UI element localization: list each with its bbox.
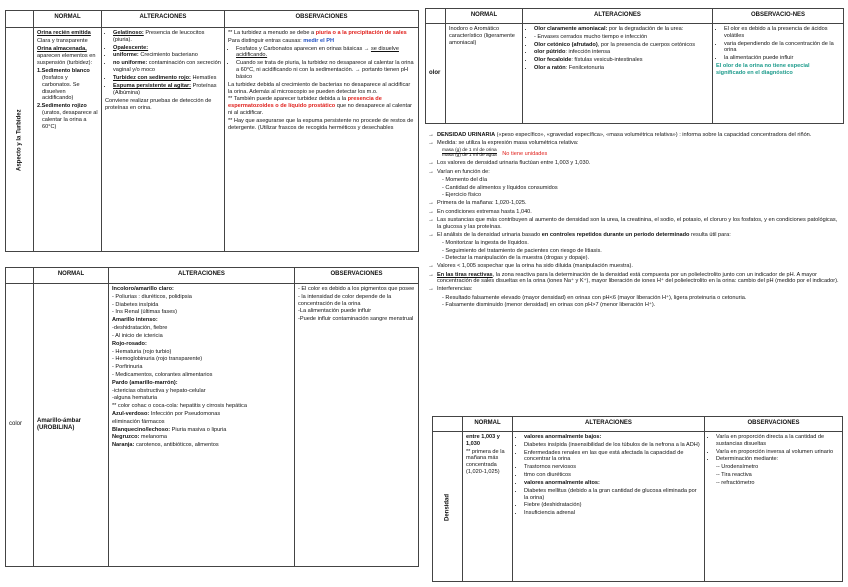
list-item	[112, 317, 291, 324]
text: → Varían en función de:	[428, 168, 490, 175]
list-item: - Cantidad de alimentos y líquidos consumidos	[442, 184, 558, 191]
list-heading: • valores anormalmente bajos:	[524, 434, 701, 441]
row-label-olor: olor	[426, 24, 446, 124]
cell-normal-densidad	[463, 432, 513, 582]
cell-observaciones-densidad	[705, 432, 843, 582]
text: El olor de la orina no tiene especial significado en el diagnóstico	[716, 63, 810, 76]
list-item: -- Urodensímetro	[716, 464, 759, 471]
item-text: - Envases cerrados mucho tiempo e infección	[534, 33, 648, 40]
densidad-text-block	[428, 132, 842, 310]
list-item: • Diabetes insípida (insensibilidad de los túbulos de la nefrona a la ADH)	[524, 442, 701, 449]
item-text: - Hematuria (rojo turbio)	[112, 348, 172, 355]
cell-normal-aspecto	[34, 28, 102, 252]
cell-observaciones-olor	[713, 24, 844, 124]
list-item	[112, 325, 291, 332]
header-empty	[6, 11, 34, 28]
row-label-color: color	[6, 284, 34, 567]
list-item	[534, 57, 709, 64]
cell-alteraciones-aspecto	[102, 28, 225, 252]
list-item	[112, 364, 291, 371]
table-aspecto-turbidez	[5, 10, 419, 252]
text: → Valores < 1,005 sospechar que la orina ha sido diluida (manipulación muestra).	[428, 263, 633, 270]
cell-normal-color: Amarillo-ámbar (UROBILINA)	[34, 284, 109, 567]
list-item: - la intensidad de color depende de la concentración de la orina	[298, 293, 392, 307]
text: aparecen elementos en suspensión (turbidez):	[37, 53, 96, 67]
item-text: ** color cohac o coca-cola: hepatitis y cirrosis hepática	[112, 403, 247, 410]
item-text: - Medicamentos, colorantes alimentarios	[112, 371, 213, 378]
formula: $\frac{\text{masa (g) de 1 ml de orina}}{\text{masa (g) de 1 ml de agua}}$ No tiene unidades	[442, 147, 548, 159]
item-text: por la degradación de la urea:	[607, 26, 684, 32]
item-text: , por la presencia de cuerpos cetónicos	[597, 41, 696, 48]
list-item: • la alimentación puede influir	[724, 55, 840, 62]
text: Conviene realizar pruebas de detección de proteínas en orina.	[105, 98, 212, 112]
row-label-aspecto: Aspecto y la Turbidez	[6, 28, 34, 252]
item-title: Olor a ratón	[534, 65, 566, 72]
header-empty	[433, 417, 463, 432]
list-item: - Falsamente disminuido (menor densidad) en orinas con pH>7 (menor liberación H⁺).	[442, 302, 656, 309]
list-item	[112, 349, 291, 356]
row-label-densidad: Densidad	[433, 432, 463, 582]
header-normal: NORMAL	[34, 268, 109, 284]
list-item: -- Tira reactiva	[716, 472, 752, 479]
text: ** Hay que asegurarse que la espuma persistente no procede de restos de detergente. (Utilizar frascos de recogida herméticos y desechables	[228, 117, 414, 131]
list-item	[112, 442, 291, 449]
item-text: - Diabetes insípida	[112, 301, 159, 308]
item-text: Infección por Pseudomonas	[149, 411, 221, 417]
header-observaciones: OBSERVACIO-NES	[713, 9, 844, 24]
list-item	[112, 294, 291, 301]
list-item: - El color es debido a los pigmentos que posee	[298, 286, 415, 292]
list-item	[534, 42, 709, 49]
item-title: Negruzco:	[112, 434, 140, 441]
text: Orina almacenada,	[37, 45, 87, 52]
text: Clara y transparente	[37, 37, 88, 44]
item-text: : infección intensa	[565, 49, 611, 56]
list-item	[112, 419, 291, 426]
list-item: • varia dependiendo de la concentración de la orina	[724, 41, 840, 55]
item-text: : fístulas vesicub-intestinales	[571, 57, 643, 64]
list-item: • no uniforme: contaminación con secreción vaginal y/o moco	[113, 60, 221, 74]
text: → En condiciones extremas hasta 1,040.	[428, 208, 532, 215]
list-item: • Determinación mediante:	[716, 456, 839, 463]
cell-observaciones-aspecto	[225, 28, 419, 252]
item-title: Blanquecino/lechoso:	[112, 426, 171, 433]
header-normal: NORMAL	[463, 417, 513, 432]
item-title: Olor claramente amoniacal:	[534, 26, 608, 32]
header-normal: NORMAL	[446, 9, 523, 24]
item-text: -ictericias obstructiva y hepato-celular	[112, 387, 206, 394]
cell-alteraciones-densidad	[513, 432, 705, 582]
list-item	[112, 403, 291, 410]
header-alteraciones: ALTERACIONES	[513, 417, 705, 432]
item-text: - Ins Renal (últimas fases)	[112, 309, 177, 316]
text: → Medida: se utiliza la expresión masa volumétrica relativa:	[428, 140, 579, 147]
table-color	[5, 267, 419, 567]
list-item: - Momento del día	[442, 176, 488, 183]
header-normal: NORMAL	[34, 11, 102, 28]
list-item	[112, 395, 291, 402]
list-item: • Enfermedades renales en las que está afectada la capacidad de concentrar la orina	[524, 450, 701, 464]
list-item: • Opalescente:	[113, 45, 221, 52]
list-item	[112, 286, 291, 293]
text: La turbidez debida al crecimiento de bacterias no desaparece al acidificar la orina. Además al microscopio se pueden detectar los m.o.	[228, 81, 411, 95]
text: → Primera de la mañana: 1,020-1,025.	[428, 200, 527, 207]
list-item	[112, 356, 291, 363]
item-title: Naranja:	[112, 442, 135, 449]
list-item: -La alimentación puede influir	[298, 308, 372, 315]
item-text: - Al inicio de ictericia	[112, 332, 163, 339]
list-item	[112, 434, 291, 441]
text: ** También puede aparecer turbidez debida a la presencia de espermatozoides o de líquido prostático que no desaparece al calentar ni al acidificar.	[228, 96, 413, 116]
list-item: • Fosfatos y Carbonatos aparecen en orinas básicas → se disuelve acidificando.	[236, 46, 415, 60]
text: → El análisis de la densidad urinaria basado en controles repetidos durante un período determinado resulta útil para:	[428, 231, 731, 238]
header-observaciones: OBSERVACIONES	[295, 268, 419, 284]
list-item: 1.Sedimento blanco (fosfatos y carbonatos. Se disuelven acidificando)	[37, 68, 90, 102]
text: → En las tiras reactivas, la zona reactiva para la determinación de la densidad está compuesta por un polielectrolito junto con un indicador de pH. A mayor concentración de sales disueltas en la orina (iones Na⁺ y K⁺), mayor liberación de iones H⁺ del polielectrolito en la orina: cambio del pH (medido por el indicador).	[428, 271, 839, 285]
item-text: : Fenilcetonuria	[565, 65, 604, 72]
text: Para distinguir entras causas: medir el PH	[228, 37, 335, 44]
item-title: Amarillo intenso:	[112, 317, 158, 324]
list-item: -Puede influir contaminación sangre menstrual	[298, 316, 414, 323]
list-item: • Diabetes mellitus (debido a la gran cantidad de glucosa eliminada por la orina)	[524, 488, 701, 502]
item-title: Azul-verdoso:	[112, 411, 150, 417]
header-alteraciones: ALTERACIONES	[523, 9, 713, 24]
list-item: • Fiebre (deshidratación)	[524, 502, 701, 509]
header-empty	[6, 268, 34, 284]
table-densidad	[432, 416, 843, 582]
item-text: - Hemoglobinuria (rojo transparente)	[112, 356, 203, 363]
item-text: -alguna hematuria	[112, 395, 158, 402]
list-item	[112, 341, 291, 348]
list-item	[112, 309, 291, 316]
list-item: • El olor es debido a la presencia de ácidos volátiles	[724, 26, 840, 40]
list-item: - Ejercicio físico	[442, 192, 482, 199]
item-text: Piuria masiva o lipuria	[170, 426, 227, 433]
list-item	[112, 372, 291, 379]
list-item: • Cuando se trata de piuria, la turbidez no desaparece al calentar la orina a 60°C, ni acidificando ni con la sedimentación. → portanto tienen pH básico	[236, 60, 415, 80]
list-item: - Resultado falsamente elevado (mayor densidad) en orinas con pH<6 (mayor liberación H⁺), ligera proteinuria o cetonuria.	[442, 294, 747, 301]
list-item: • Varía en proporción directa a la cantidad de sustancias disueltas	[716, 434, 839, 448]
list-item	[112, 388, 291, 395]
item-text: carotenos, antibióticos, alimentos	[134, 442, 219, 449]
text: ** primera de la mañana más concentrada (1,020-1,025)	[466, 448, 505, 476]
text: → Las sustancias que más contribuyen al aumento de densidad son la urea, la creatinina, el sodio, el potasio, el cloruro y los fosfatos, y en condiciones patológicas, la glucosa y las proteínas.	[428, 216, 838, 230]
item-title: Pardo (amarillo-marrón):	[112, 379, 178, 386]
list-item: • Espuma persistente al agitar: Proteínas (Albúmina)	[113, 83, 221, 97]
list-item: • Turbidez con sedimento rojo: Hematíes	[113, 75, 221, 82]
list-item	[112, 302, 291, 309]
text: ** La turbidez a menudo se debe a piuria o a la precipitación de sales	[228, 30, 407, 36]
header-alteraciones: ALTERACIONES	[109, 268, 295, 284]
item-text: melanoma	[139, 434, 168, 441]
list-item: 2.Sedimento rojizo (uratos, desaparece al calentar la orina a 60°C)	[37, 103, 98, 130]
text: → Interferencias:	[428, 286, 473, 293]
list-item	[112, 333, 291, 340]
header-empty	[426, 9, 446, 24]
list-item	[534, 65, 709, 72]
list-item: • uniforme: Crecimiento bacteriano	[113, 52, 221, 59]
list-item	[534, 49, 709, 56]
list-item: -- refractómetro	[716, 479, 755, 486]
list-item: - Detectar la manipulación de la muestra (drogas y dopaje).	[442, 255, 590, 262]
list-heading: • valores anormalmente altos:	[524, 480, 701, 487]
item-title: olor pútrido	[534, 49, 566, 56]
list-item	[534, 26, 709, 33]
list-item	[112, 411, 291, 418]
list-item	[534, 34, 709, 41]
list-item	[112, 380, 291, 387]
list-item	[112, 427, 291, 434]
header-observaciones: OBSERVACIONES	[705, 417, 843, 432]
item-title: Olor fecaloide	[534, 57, 572, 64]
text: Orina recién emitida	[37, 30, 91, 36]
table-olor	[425, 8, 844, 124]
cell-alteraciones-olor	[523, 24, 713, 124]
item-title: Olor cetónico (afrutado)	[534, 41, 598, 48]
list-item: - Seguimiento del tratamiento de pacientes con riesgo de litiasis.	[442, 247, 602, 254]
text: entre 1,003 y 1,030	[466, 434, 500, 447]
list-item: • Insuficiencia adrenal	[524, 510, 701, 517]
item-title: Incoloro/amarillo claro:	[112, 286, 174, 292]
header-alteraciones: ALTERACIONES	[102, 11, 225, 28]
item-text: - Poliurias : diuréticos, polidipsia	[112, 293, 192, 300]
cell-observaciones-color	[295, 284, 419, 567]
list-item: • ttmo con diuréticos	[524, 472, 701, 479]
list-item: • Gelatinoso: Presencia de leucocitos (piuria).	[113, 30, 221, 44]
cell-normal-olor: Inodoro o Aromático característico (ligeramente amoniacal)	[446, 24, 523, 124]
text: → Los valores de densidad urinaria fluctúan entre 1,003 y 1,030.	[428, 160, 591, 167]
header-observaciones: OBSERVACIONES	[225, 11, 419, 28]
list-item: • Trastornos nerviosos	[524, 464, 701, 471]
list-item: - Monitorizar la ingesta de líquidos.	[442, 239, 529, 246]
cell-alteraciones-color	[109, 284, 295, 567]
item-text: - Porfirinuria	[112, 364, 143, 371]
text: → DENSIDAD URINARIA («peso específico», «gravedad específica», «masa volumétrica relativa») : informa sobre la capacidad concentradora del riñón.	[428, 132, 812, 138]
item-text: eliminación fármacos	[112, 418, 165, 425]
list-item: • Varía en proporción inversa al volumen urinario	[716, 449, 839, 456]
item-title: Rojo-rosado:	[112, 340, 147, 347]
item-text: -deshidratación, fiebre	[112, 325, 168, 332]
